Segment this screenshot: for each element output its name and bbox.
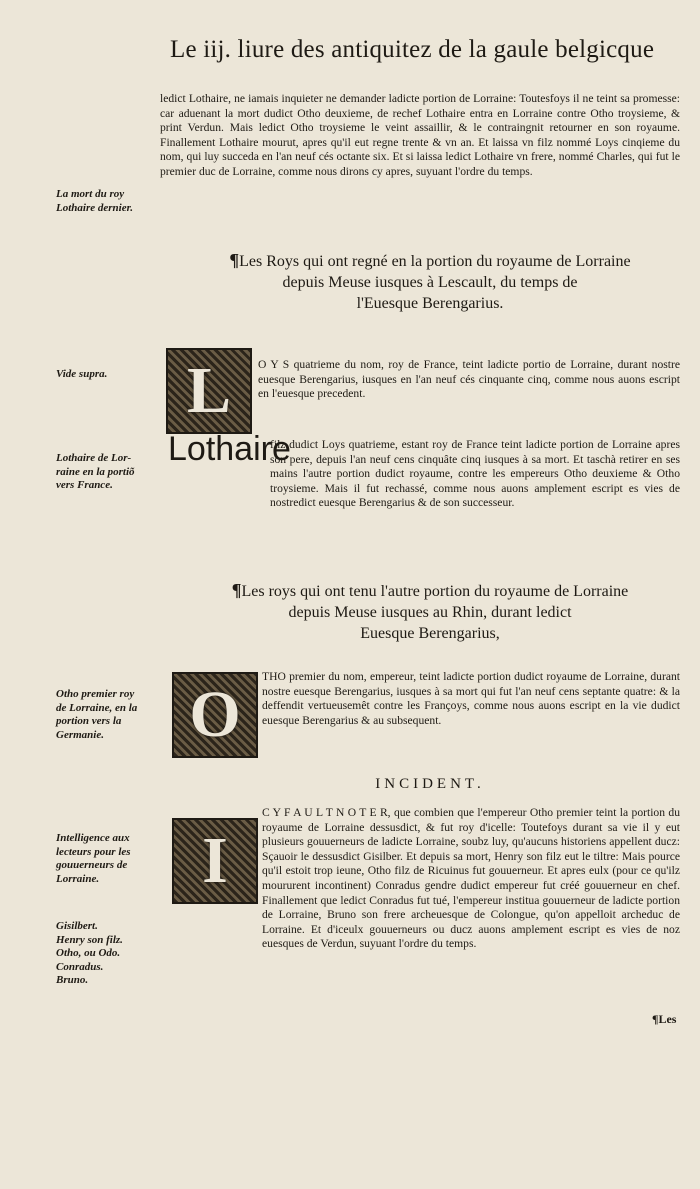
drop-cap-i: I — [172, 818, 258, 904]
margin-note-death-of-lothaire: La mort du roy Lothaire dernier. — [56, 188, 134, 214]
margin-note-intelligence: Intelligence aux lecteurs pour les gouuerneurs de Lorraine. — [56, 832, 131, 885]
paragraph-5 — [262, 806, 680, 952]
section-heading-1: ¶Les Roys qui ont regné en la portion du royaume de Lorraine depuis Meuse iusques à Lescault, du temps de l'Euesque Berengarius. — [229, 250, 631, 312]
paragraph-4 — [262, 670, 680, 728]
pilcrow-mark: ¶ — [231, 580, 242, 600]
lothaire-heading-word: Lothaire — [168, 430, 291, 468]
paragraph-4-text: THO premier du nom, empereur, teint ladicte portion dudict royaume de Lorraine, durant nostre euesque Berengarius, iusques à sa mort qui fut l'an neuf cens septante quatre: & la deffendit vertueusemêt contre les Françoys, comme nous auons escript en la vie dudict euesque Berengarius & au subsequent. — [262, 670, 680, 727]
margin-note-otho-premier: Otho premier roy de Lorraine, en la portion vers la Germanie. — [56, 688, 138, 741]
drop-cap-l: L — [166, 348, 252, 434]
margin-note-vide-supra: Vide supra. — [56, 368, 108, 380]
running-head: Le iij. liure des antiquitez de la gaule belgicque — [170, 36, 655, 63]
paragraph-1 — [160, 92, 680, 180]
catchword: ¶Les — [652, 1012, 677, 1026]
paragraph-1-text: ledict Lothaire, ne iamais inquieter ne demander ladicte portion de Lorraine: Toutesfoys il ne teint sa promesse: car aduenant la mort dudict Otho deuxieme, de rechef Lothaire entra en Lorraine contre Otho troysieme, & print Verdun. Mais ledict Otho troysieme le veint assaillir, & le contraingnit retourner en son royaume. Finallement Lothaire mourut, apres qu'il eut regne trente & vn an. Et laissa vn filz nommé Loys cinqieme du nom, qui luy succeda en l'an neuf cés octante six. Et si laissa ledict Lothaire vn frere, nommé Charles, qui fut le premier duc de Lorraine, comme nous dirons cy apres, suyuant l'ordre du temps. — [160, 92, 680, 178]
paragraph-5-text: C Y F A U L T N O T E R, que combien que l'empereur Otho premier teint la portion du royaume de Lorraine dessusdict, & fut roy d'icelle: Toutefoys durant sa vie il y eut plusieurs gouuerneurs de ladicte Lorraine, soubz luy, qu'aucuns historiens appellent ducz: Sçauoir le dessusdict Gisilber. Et depuis sa mort, Henry son filz eut le tiltre: Mais pource qu'il estoit trop ieune, Otho filz de Ricuinus fut gouuerneur. Et apres eulx (pour ce qu'ilz moururent incontinent) Conradus gendre dudict empereur fut créé gouuerneur en chef. Finallement que ledict Conradus fut tué, l'empereur institua gouuerneur de ladicte portion de Lorraine, Bruno son frere archeuesque de Colongue, qu'on appelloit archeduc de Lorraine. Et d'iceulx gouuerneurs ou ducz auons amplement escript es vies de noz euesques de Verdun, suyuant l'ordre du temps. — [262, 806, 680, 951]
paragraph-2 — [258, 358, 680, 402]
margin-note-governors: Gisilbert. Henry son filz. Otho, ou Odo. Conradus. Bruno. — [56, 920, 123, 986]
paragraph-3-text: filz dudict Loys quatrieme, estant roy de France teint ladicte portion de Lorraine apres son pere, depuis l'an neuf cens cinquâte cinq iusques à sa mort. Et taschà retirer en ses mains l'autre portion dudict royaume, contre les empereurs Otho deuxieme & Otho troysieme. Mais il fut rechassé, comme nous auons amplement escript es vies de nostredict euesque Berengarius & de son successeur. — [270, 438, 680, 510]
drop-cap-o: O — [172, 672, 258, 758]
section-heading-2: ¶Les roys qui ont tenu l'autre portion du royaume de Lorraine depuis Meuse iusques au Rhin, durant ledict Euesque Berengarius, — [231, 580, 629, 642]
paragraph-3-start — [270, 438, 680, 511]
incident-heading: INCIDENT. — [375, 776, 485, 792]
pilcrow-mark: ¶ — [229, 250, 240, 270]
paragraph-2-text: O Y S quatrieme du nom, roy de France, teint ladicte portio de Lorraine, durant nostre euesque Berengarius, iusques en l'an neuf cés cinquante cinq, comme nous auons escript en l'euesque precedent. — [258, 358, 680, 401]
margin-note-lothaire-portion: Lothaire de Lor- raine en la portiõ vers France. — [56, 452, 135, 491]
